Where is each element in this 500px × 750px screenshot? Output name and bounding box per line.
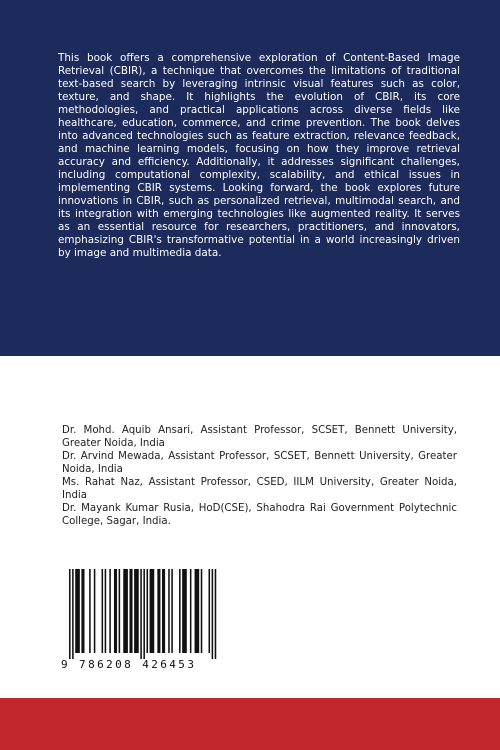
- barcode-bar: [109, 569, 111, 653]
- book-description: This book offers a comprehensive exploration of Content-Based Image Retrieval (CBIR), a technique that overcomes the limitations of traditional text-based search by leveraging intrinsic visual features such as color, texture, and shape. It highlights the evolution of CBIR, its core methodologies, and practical applications across diverse fields like healthcare, education, commerce, and crime prevention. The book delves into advanced technologies such as feature extraction, relevance feedback, and machine learning models, focusing on how they improve retrieval accuracy and efficiency. Additionally, it addresses significant challenges, including computational complexity, scalability, and ethical issues in implementing CBIR systems. Looking forward, the book explores future innovations in CBIR, such as personalized retrieval, multimodal search, and its integration with emerging technologies like augmented reality. It serves as an essential resource for researchers, practitioners, and innovators, emphasizing CBIR's transformative potential in a world increasingly driven by image and multimedia data.: [58, 52, 460, 259]
- barcode-bar: [201, 569, 203, 653]
- barcode-bar: [129, 569, 132, 653]
- author-entry: Dr. Arvind Mewada, Assistant Professor, SCSET, Bennett University, Greater Noida, India: [62, 451, 457, 475]
- isbn-barcode: [57, 561, 229, 673]
- barcode-bar: [157, 569, 160, 653]
- blurb-panel: [0, 0, 500, 356]
- barcode-bar: [72, 569, 74, 659]
- barcode-bar: [162, 569, 165, 653]
- barcode-bar: [147, 569, 149, 653]
- barcode-bar: [134, 569, 139, 653]
- barcode-bar: [182, 569, 187, 653]
- barcode-bar: [179, 569, 181, 653]
- barcode-bar: [140, 569, 142, 659]
- barcode-bar: [168, 569, 170, 653]
- barcode-bar: [81, 569, 84, 653]
- barcode-bar: [75, 569, 80, 653]
- isbn-number: 9 786208 426453: [61, 658, 197, 671]
- barcode-bar: [143, 569, 145, 659]
- author-entry: Ms. Rahat Naz, Assistant Professor, CSED, IILM University, Greater Noida, India: [62, 477, 457, 501]
- author-entry: Dr. Mayank Kumar Rusia, HoD(CSE), Shahodra Rai Government Polytechnic College, Sagar, India.: [62, 503, 457, 527]
- barcode-bar: [212, 569, 214, 659]
- author-list: [62, 424, 457, 528]
- barcode-bar: [190, 569, 192, 653]
- barcode-bar: [171, 569, 173, 653]
- barcode-bar: [119, 569, 121, 653]
- barcode-bar: [69, 569, 71, 659]
- author-entry: Dr. Mohd. Aquib Ansari, Assistant Professor, SCSET, Bennett University, Greater Noida, India: [62, 425, 457, 449]
- barcode-bar: [94, 569, 96, 653]
- barcode-bar: [150, 569, 155, 653]
- barcode-bar: [89, 569, 91, 653]
- barcode-bar: [114, 569, 117, 653]
- barcode-bar: [105, 569, 107, 653]
- barcode-bar: [195, 569, 200, 653]
- barcode-bar: [123, 569, 128, 653]
- barcode-bar: [215, 569, 217, 659]
- barcode-bars: [57, 561, 229, 661]
- bottom-color-band: [0, 698, 500, 750]
- barcode-bar: [209, 569, 211, 653]
- barcode-bar: [102, 569, 104, 653]
